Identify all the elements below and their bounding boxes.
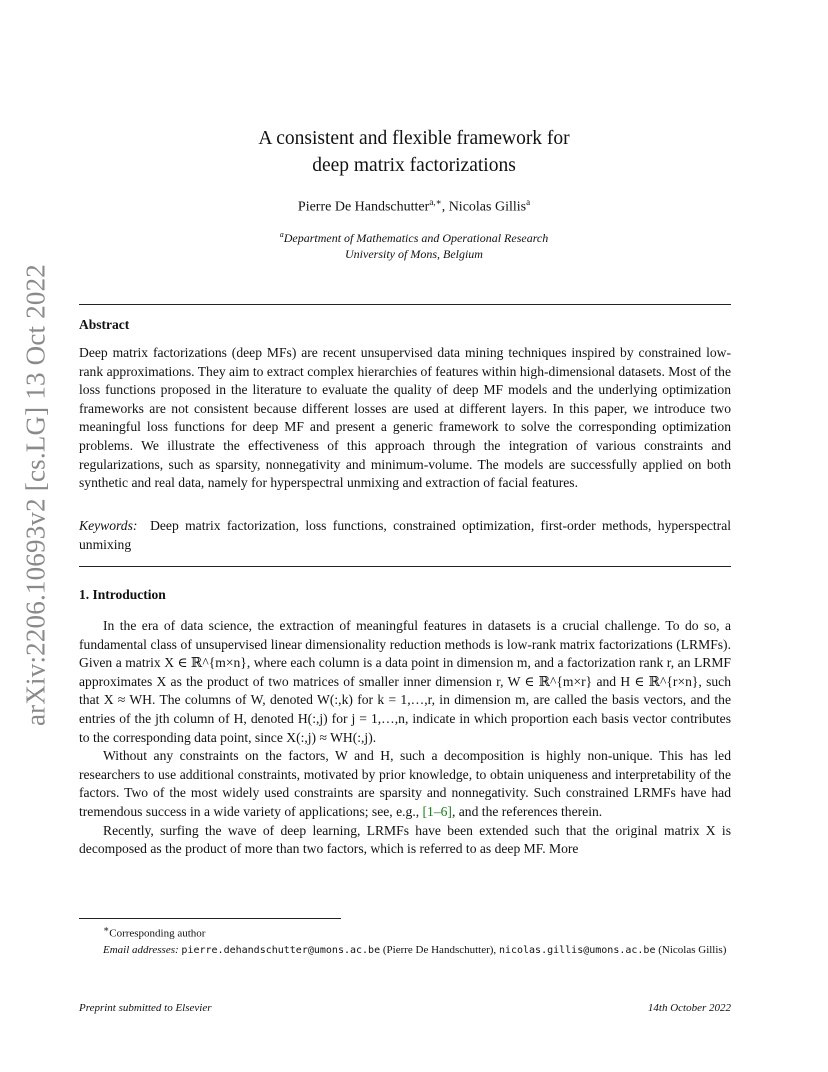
- title-line-1: A consistent and flexible framework for: [258, 128, 570, 149]
- author-marks: a: [526, 197, 531, 207]
- footnote-rule: [79, 918, 341, 919]
- intro-paragraph-2: [79, 747, 731, 821]
- arxiv-stamp: [10, 263, 62, 727]
- introduction-body: [79, 617, 731, 859]
- author-list: [0, 197, 828, 216]
- author-name: Pierre De Handschutter: [297, 199, 430, 215]
- title-line-2: deep matrix factorizations: [312, 155, 516, 176]
- section-heading: 1. Introduction: [79, 587, 166, 602]
- citation-link[interactable]: [1–6]: [422, 803, 452, 819]
- intro-paragraph-1: In the era of data science, the extraction of meaningful features in datasets is a crucial challenge. To do so, a fundamental class of unsupervised linear dimensionality reduction methods is low-rank matrix factorizations (LRMFs). Given a matrix X ∈ ℝ^{m×n}, where each column is a data point in dimension m, and a factorization rank r, an LRMF approximates X as the product of two matrices of smaller inner dimension r, W ∈ ℝ^{m×r} and H ∈ ℝ^{r×n}, such that X ≈ WH. The columns of W, denoted W(:,k) for k = 1,…,r, in dimension m, are called the basis vectors, and the entries of the jth column of H, denoted H(:,j) for j = 1,…,n, indicate in which proportion each basis vector contributes to the corresponding data point, since X(:,j) ≈ WH(:,j).: [79, 618, 731, 745]
- keywords: [79, 517, 731, 554]
- abstract-bottom-rule: [79, 566, 731, 567]
- author-marks: a,∗: [429, 197, 442, 207]
- affiliation: [0, 227, 828, 262]
- keywords-text: Deep matrix factorization, loss functions, constrained optimization, first-order methods, hyperspectral unmixing: [79, 518, 732, 552]
- abstract-heading: Abstract: [79, 317, 130, 332]
- footnote: [79, 921, 731, 959]
- email-owner: (Nicolas Gillis): [658, 943, 727, 956]
- footer-preprint-note: Preprint submitted to Elsevier: [79, 1002, 212, 1014]
- intro-paragraph-2-text: Without any constraints on the factors, W and H, such a decomposition is highly non-unique. This has led researchers to use additional constraints, motivated by prior knowledge, to obtain uniqueness and interpretability of the factors. Two of the most widely used constraints are sparsity and nonnegativity. Such constrained LRMFs have had tremendous success in a wide variety of applications; see, e.g.,: [79, 748, 731, 819]
- author-name: Nicolas Gillis: [448, 199, 527, 215]
- footnote-mark: ∗: [103, 924, 110, 934]
- abstract-top-rule: [79, 304, 731, 305]
- author-separator: ,: [441, 199, 449, 215]
- intro-paragraph-3: Recently, surfing the wave of deep learning, LRMFs have been extended such that the original matrix X is decomposed as the product of more than two factors, which is referred to as deep MF. More: [79, 822, 731, 857]
- footnote-corresponding: Corresponding author: [109, 927, 206, 940]
- intro-paragraph-2-end: , and the references therein.: [451, 803, 603, 819]
- keywords-label: Keywords:: [79, 518, 138, 533]
- affiliation-line-1: Department of Mathematics and Operational Research: [283, 231, 549, 245]
- email-link[interactable]: pierre.dehandschutter@umons.ac.be: [181, 944, 381, 956]
- email-owner: (Pierre De Handschutter),: [382, 943, 497, 956]
- affiliation-line-2: University of Mons, Belgium: [345, 247, 483, 261]
- arxiv-identifier: arXiv:2206.10693v2 [cs.LG] 13 Oct 2022: [20, 263, 51, 727]
- affiliation-mark: a: [279, 230, 284, 239]
- abstract-text: Deep matrix factorizations (deep MFs) are recent unsupervised data mining techniques inspired by constrained low-rank approximations. They aim to extract complex hierarchies of features within high-dimensional datasets. Most of the loss functions proposed in the literature to evaluate the quality of deep MF models and the underlying optimization frameworks are not consistent because different losses are used at different layers. In this paper, we introduce two meaningful loss functions for deep MF and present a generic framework to solve the corresponding optimization problems. We illustrate the effectiveness of this approach through the integration of various constraints and regularizations, such as sparsity, nonnegativity and minimum-volume. The models are successfully applied on both synthetic and real data, namely for hyperspectral unmixing and extraction of facial features.: [79, 345, 731, 491]
- email-label: Email addresses:: [103, 943, 179, 956]
- paper-title: [0, 125, 828, 179]
- email-link[interactable]: nicolas.gillis@umons.ac.be: [498, 944, 656, 956]
- footer-date: 14th October 2022: [647, 1002, 731, 1014]
